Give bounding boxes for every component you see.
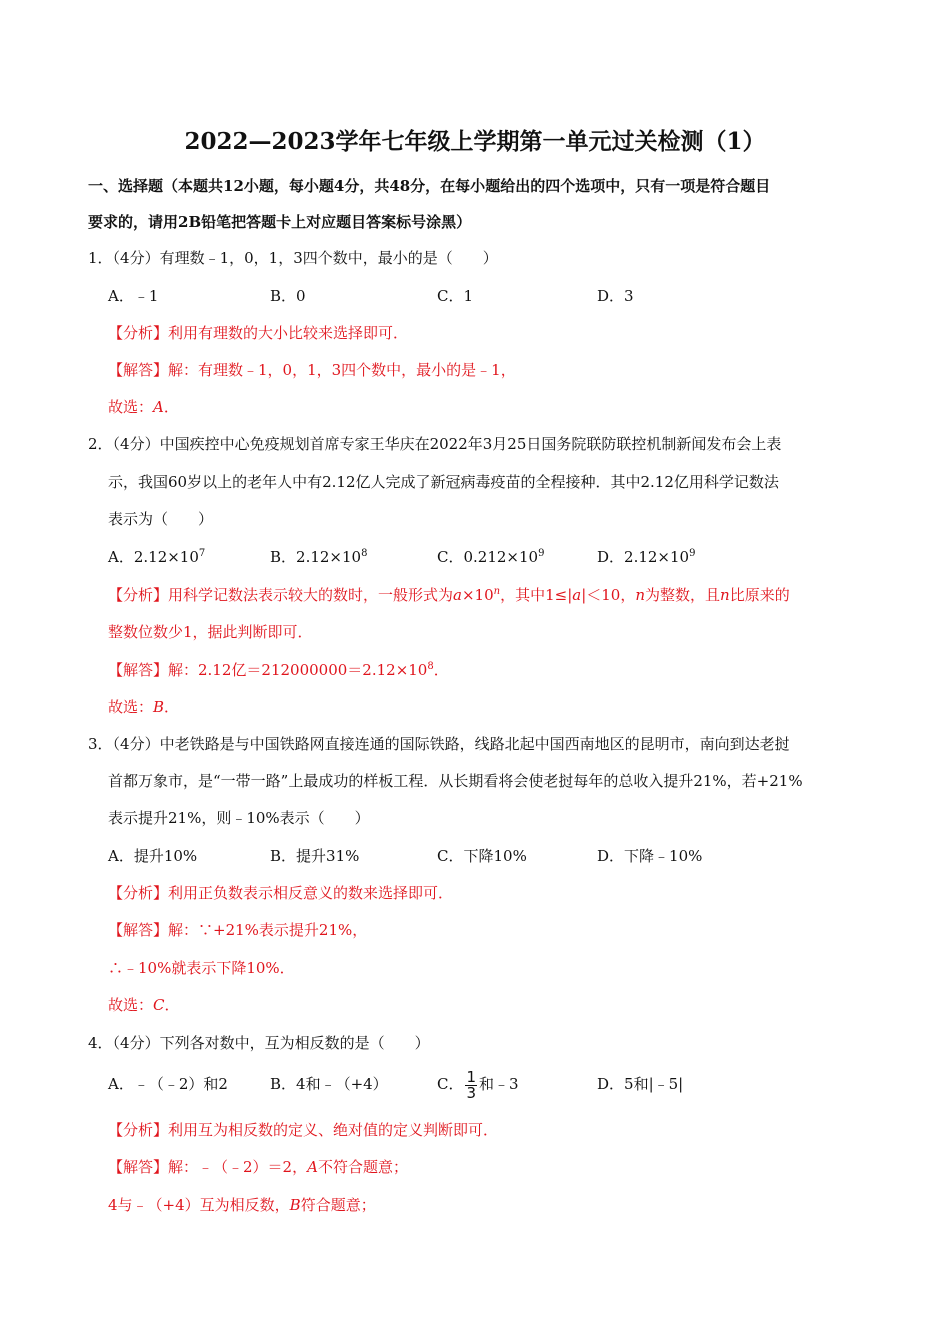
q2-analysis	[108, 585, 790, 605]
q2-option-a-exp: 7	[198, 548, 206, 559]
q2-analysis-part1: 【分析】用科学记数法表示较大的数时，一般形式为	[108, 586, 454, 604]
q2-option-c-text: C．0.212×10	[437, 548, 539, 566]
q2-option-a-text: A．2.12×10	[108, 548, 199, 566]
q1-option-b: B．0	[270, 287, 306, 305]
q2-option-a	[108, 547, 205, 567]
q2-answer-end: ．	[433, 661, 449, 679]
q2-option-d-exp: 9	[689, 548, 696, 559]
q3-stem-line2: 首都万象市，是“一带一路”上最成功的样板工程．从长期看将会使老挝每年的总收入提升21%，若+21%	[108, 772, 803, 790]
q2-analysis-var-n: n	[635, 586, 646, 604]
q2-stem-line1: 2．（4分）中国疾控中心免疫规划首席专家王华庆在2022年3月25日国务院联防联控机制新闻发布会上表	[88, 435, 782, 453]
q4-option-c	[437, 1066, 519, 1102]
q1-option-c: C．1	[437, 287, 474, 305]
q2-choice	[108, 697, 179, 717]
q2-analysis-var-a2: a	[572, 586, 582, 604]
q2-option-b-exp: 8	[361, 548, 368, 559]
section-heading-line2: 要求的，请用2B铅笔把答题卡上对应题目答案标号涂黑）	[88, 213, 472, 231]
q1-option-a: A．﹣1	[108, 287, 159, 305]
q2-choice-prefix: 故选：	[108, 698, 154, 716]
fraction-denominator: 3	[466, 1083, 477, 1102]
q3-choice-prefix: 故选：	[108, 996, 154, 1014]
q3-choice-letter: C	[153, 996, 165, 1014]
q2-option-c	[437, 547, 544, 567]
q1-answer: 【解答】解：有理数﹣1，0，1，3四个数中，最小的是﹣1，	[108, 361, 516, 379]
q2-analysis-var-a: a	[453, 586, 462, 604]
q2-option-c-exp: 9	[538, 548, 545, 559]
q2-analysis-part2: ×10	[461, 586, 494, 604]
q2-answer	[108, 660, 449, 680]
fraction-numerator: 1	[466, 1067, 477, 1086]
q3-answer-line1: 【解答】解：∵+21%表示提升21%，	[108, 921, 368, 939]
q2-option-d-text: D．2.12×10	[597, 548, 690, 566]
q1-choice-letter: A	[153, 398, 164, 416]
q1-choice-suffix: ．	[163, 398, 179, 416]
q2-option-b-text: B．2.12×10	[270, 548, 362, 566]
q4-answer1-part1: 【解答】解：﹣（﹣2）＝2，	[108, 1158, 308, 1176]
q4-answer-line2	[108, 1195, 376, 1215]
q3-stem-line1: 3．（4分）中老铁路是与中国铁路网直接连通的国际铁路，线路北起中国西南地区的昆明市，南向到达老挝	[88, 735, 790, 753]
q2-analysis-var-n2: n	[720, 586, 730, 604]
q2-stem-line3: 表示为（ ）	[108, 510, 214, 528]
q2-analysis-part5: 为整数，且	[645, 586, 721, 604]
q2-answer-text: 【解答】解：2.12亿＝212000000＝2.12×10	[108, 661, 428, 679]
q3-option-b: B．提升31%	[270, 847, 360, 865]
q2-option-b	[270, 547, 367, 567]
q1-choice-prefix: 故选：	[108, 398, 154, 416]
q4-option-d: D．5和|﹣5|	[597, 1075, 684, 1093]
q2-choice-letter: B	[153, 698, 165, 716]
q1-option-d: D．3	[597, 287, 634, 305]
q3-option-d: D．下降﹣10%	[597, 847, 703, 865]
q4-answer1-var: A	[307, 1158, 318, 1176]
q4-option-c-label: C．	[437, 1075, 464, 1093]
q2-stem-line2: 示，我国60岁以上的老年人中有2.12亿人完成了新冠病毒疫苗的全程接种．其中2.12亿用科学记数法	[108, 473, 779, 491]
q2-option-d	[597, 547, 695, 567]
q4-answer2-part2: 符合题意；	[300, 1196, 376, 1214]
q1-stem: 1．（4分）有理数﹣1，0，1，3四个数中，最小的是（ ）	[88, 249, 498, 267]
page-title: 2022—2023学年七年级上学期第一单元过关检测（1）	[184, 128, 766, 155]
q3-analysis: 【分析】利用正负数表示相反意义的数来选择即可．	[108, 884, 454, 902]
q3-choice	[108, 995, 180, 1015]
q2-answer-exp: 8	[427, 661, 434, 672]
q4-answer2-var: B	[289, 1196, 301, 1214]
q4-option-a: A．﹣（﹣2）和2	[108, 1075, 228, 1093]
q4-answer-line1	[108, 1157, 408, 1177]
q4-option-b: B．4和﹣（+4）	[270, 1075, 388, 1093]
q1-analysis: 【分析】利用有理数的大小比较来选择即可．	[108, 324, 409, 342]
q3-option-c: C．下降10%	[437, 847, 527, 865]
q2-analysis-part6: 比原来的	[729, 586, 790, 604]
q4-answer2-part1: 4与﹣（+4）互为相反数，	[108, 1196, 290, 1214]
q2-analysis-var-n-exp: n	[493, 586, 501, 597]
q1-choice	[108, 397, 179, 417]
section-heading-line1: 一、选择题（本题共12小题，每小题4分，共48分，在每小题给出的四个选项中，只有一项是符合题目	[88, 177, 771, 195]
q3-option-a: A．提升10%	[108, 847, 198, 865]
q4-answer1-part2: 不符合题意；	[317, 1158, 408, 1176]
q2-analysis-part4: |＜10，	[581, 586, 636, 604]
q3-answer-line2: ∴﹣10%就表示下降10%．	[108, 959, 295, 977]
q3-choice-suffix: ．	[164, 996, 180, 1014]
q4-option-c-fraction	[465, 1067, 477, 1102]
q4-analysis: 【分析】利用互为相反数的定义、绝对值的定义判断即可．	[108, 1121, 499, 1139]
q2-choice-suffix: ．	[164, 698, 180, 716]
q2-analysis-line2: 整数位数少1，据此判断即可．	[108, 623, 313, 641]
q3-stem-line3: 表示提升21%，则﹣10%表示（ ）	[108, 809, 370, 827]
q2-analysis-part3: ，其中1≤|	[500, 586, 573, 604]
q4-option-c-rest: 和﹣3	[479, 1075, 519, 1093]
q4-stem: 4．（4分）下列各对数中，互为相反数的是（ ）	[88, 1034, 430, 1052]
